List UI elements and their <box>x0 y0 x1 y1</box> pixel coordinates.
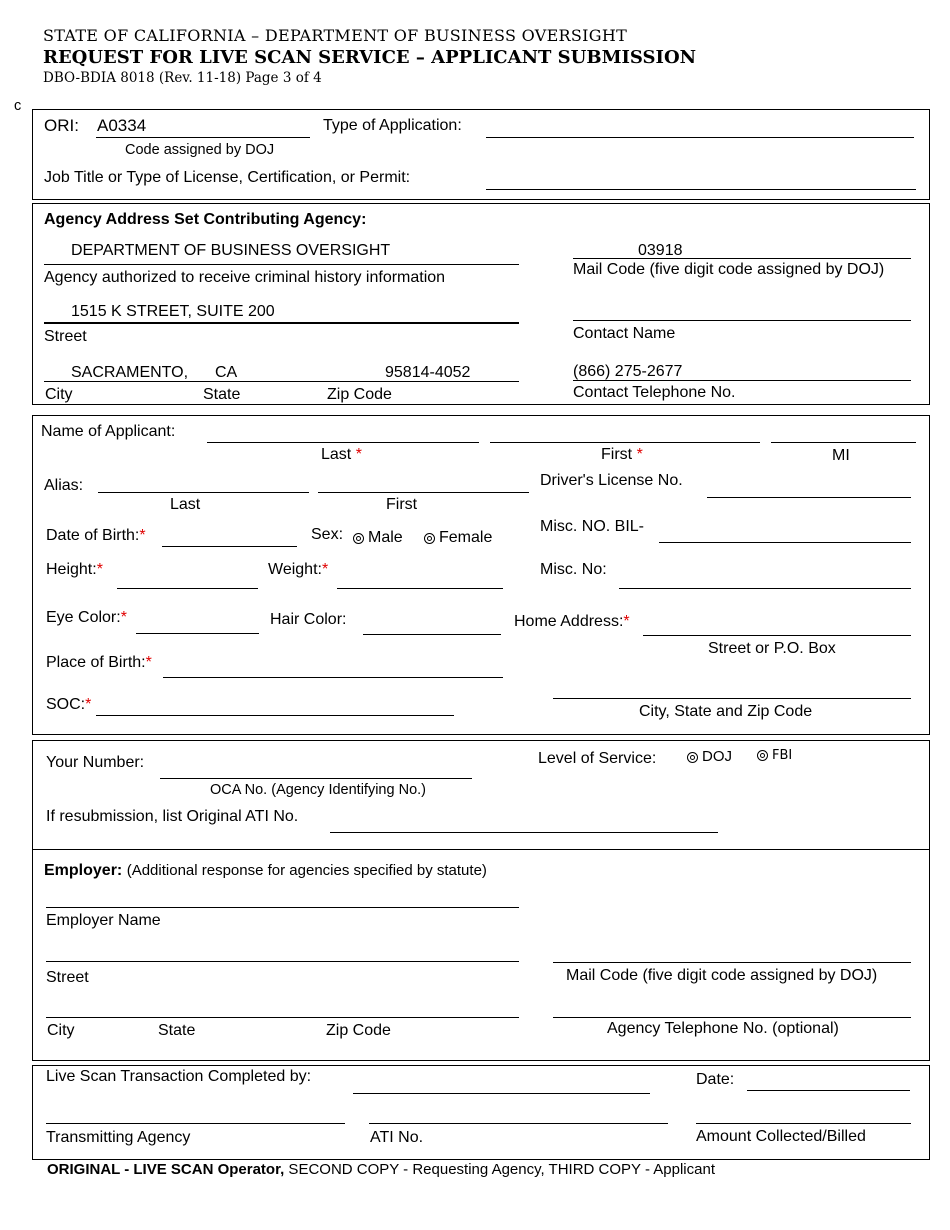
section-service <box>32 740 930 850</box>
male-radio-icon[interactable] <box>353 533 364 544</box>
dob-field[interactable] <box>162 546 297 547</box>
agency-heading: Agency Address Set Contributing Agency: <box>44 211 367 228</box>
employer-name-field[interactable] <box>46 907 519 908</box>
agency-mail-code[interactable]: 03918 <box>638 242 683 259</box>
employer-city-field[interactable] <box>46 1017 519 1018</box>
place-of-birth-field[interactable] <box>163 677 503 678</box>
drivers-license-field[interactable] <box>707 497 911 498</box>
department-header: STATE OF CALIFORNIA – DEPARTMENT OF BUSINESS OVERSIGHT <box>43 26 628 45</box>
type-application-label: Type of Application: <box>323 117 462 134</box>
applicant-last-caption: Last * <box>321 446 362 463</box>
section-applicant <box>32 415 930 735</box>
misc-no-label: Misc. No: <box>540 561 607 578</box>
employer-zip-caption: Zip Code <box>326 1022 391 1039</box>
contact-phone-caption: Contact Telephone No. <box>573 384 736 401</box>
job-title-label: Job Title or Type of License, Certification, or Permit: <box>44 169 411 186</box>
applicant-first-field[interactable] <box>490 442 760 443</box>
misc-bil-label: Misc. NO. BIL- <box>540 518 645 535</box>
employer-name-caption: Employer Name <box>46 912 161 929</box>
agency-city-caption: City <box>45 386 73 403</box>
ori-value[interactable]: A0334 <box>97 116 147 135</box>
employer-city-caption: City <box>47 1022 75 1039</box>
employer-street-field[interactable] <box>46 961 519 962</box>
eye-color-label: Eye Color:* <box>46 609 127 626</box>
height-field[interactable] <box>117 588 258 589</box>
fbi-radio-icon[interactable] <box>757 750 768 761</box>
employer-heading: Employer: (Additional response for agencies specified by statute) <box>44 862 487 879</box>
level-fbi-option[interactable]: FBI <box>757 748 792 763</box>
employer-state-caption: State <box>158 1022 196 1039</box>
agency-name-caption: Agency authorized to receive criminal history information <box>44 269 446 286</box>
agency-street-line <box>44 322 519 324</box>
contact-name-field[interactable] <box>573 320 911 321</box>
weight-label: Weight:* <box>268 561 329 578</box>
transmitting-agency-caption: Transmitting Agency <box>46 1129 191 1146</box>
employer-phone-caption: Agency Telephone No. (optional) <box>607 1020 839 1037</box>
level-of-service-label: Level of Service: <box>538 750 657 767</box>
hair-color-field[interactable] <box>363 634 501 635</box>
contact-name-caption: Contact Name <box>573 325 676 342</box>
applicant-mi-field[interactable] <box>771 442 916 443</box>
agency-zip-caption: Zip Code <box>327 386 392 403</box>
agency-state[interactable]: CA <box>215 364 238 381</box>
agency-street[interactable]: 1515 K STREET, SUITE 200 <box>71 303 275 320</box>
agency-state-caption: State <box>203 386 241 403</box>
ori-line <box>96 137 310 138</box>
misc-no-field[interactable] <box>619 588 911 589</box>
alias-first-field[interactable] <box>318 492 529 493</box>
resubmission-field[interactable] <box>330 832 718 833</box>
home-city-caption: City, State and Zip Code <box>639 703 813 720</box>
copy-distribution-footer: ORIGINAL - LIVE SCAN Operator, SECOND COPY - Requesting Agency, THIRD COPY - Applicant <box>47 1161 715 1178</box>
drivers-license-label: Driver's License No. <box>540 472 683 489</box>
hair-color-label: Hair Color: <box>270 611 347 628</box>
soc-field[interactable] <box>96 715 454 716</box>
job-title-field[interactable] <box>486 189 916 190</box>
ati-no-caption: ATI No. <box>370 1129 424 1146</box>
sex-female-option[interactable]: Female <box>424 529 492 547</box>
applicant-first-caption: First * <box>601 446 643 463</box>
agency-city-line <box>44 381 519 382</box>
contact-phone-line <box>573 380 911 381</box>
agency-street-caption: Street <box>44 328 87 345</box>
alias-first-caption: First <box>386 496 418 513</box>
transaction-date-label: Date: <box>696 1071 735 1088</box>
form-title: REQUEST FOR LIVE SCAN SERVICE – APPLICANT SUBMISSION <box>43 47 697 68</box>
agency-name[interactable]: DEPARTMENT OF BUSINESS OVERSIGHT <box>71 242 391 259</box>
employer-phone-field[interactable] <box>553 1017 911 1018</box>
employer-mail-code-caption: Mail Code (five digit code assigned by DOJ) <box>566 967 878 984</box>
female-radio-icon[interactable] <box>424 533 435 544</box>
form-id: DBO-BDIA 8018 (Rev. 11-18) Page 3 of 4 <box>43 70 322 86</box>
applicant-mi-caption: MI <box>832 447 850 464</box>
resubmission-label: If resubmission, list Original ATI No. <box>46 808 299 825</box>
employer-street-caption: Street <box>46 969 89 986</box>
agency-zip[interactable]: 95814-4052 <box>385 364 471 381</box>
margin-mark: c <box>14 98 22 114</box>
amount-caption: Amount Collected/Billed <box>696 1128 866 1145</box>
transaction-completed-label: Live Scan Transaction Completed by: <box>46 1068 312 1085</box>
ori-caption: Code assigned by DOJ <box>125 142 275 158</box>
place-of-birth-label: Place of Birth:* <box>46 654 152 671</box>
home-address-label: Home Address:* <box>514 613 630 630</box>
agency-name-line <box>44 264 519 265</box>
oca-caption: OCA No. (Agency Identifying No.) <box>210 782 426 798</box>
type-application-field[interactable] <box>486 137 914 138</box>
level-doj-option[interactable]: DOJ <box>687 748 732 765</box>
eye-color-field[interactable] <box>136 633 259 634</box>
ati-no-field[interactable] <box>369 1123 668 1124</box>
soc-label: SOC:* <box>46 696 92 713</box>
applicant-name-label: Name of Applicant: <box>41 423 176 440</box>
transmitting-agency-field[interactable] <box>46 1123 345 1124</box>
agency-mail-code-caption: Mail Code (five digit code assigned by DOJ) <box>573 261 885 278</box>
alias-label: Alias: <box>44 477 84 494</box>
applicant-last-field[interactable] <box>207 442 479 443</box>
alias-last-caption: Last <box>170 496 201 513</box>
home-street-field[interactable] <box>643 635 911 636</box>
home-city-field[interactable] <box>553 698 911 699</box>
amount-field[interactable] <box>696 1123 911 1124</box>
sex-label: Sex: <box>311 526 344 543</box>
contact-phone[interactable]: (866) 275-2677 <box>573 363 683 380</box>
ori-label: ORI: <box>44 116 79 135</box>
transaction-completed-field[interactable] <box>353 1093 650 1094</box>
alias-last-field[interactable] <box>98 492 309 493</box>
agency-city[interactable]: SACRAMENTO, <box>71 364 189 381</box>
your-number-label: Your Number: <box>46 754 145 771</box>
transaction-date-field[interactable] <box>747 1090 910 1091</box>
home-street-caption: Street or P.O. Box <box>708 640 836 657</box>
agency-mail-code-line <box>573 258 911 259</box>
your-number-field[interactable] <box>160 778 472 779</box>
dob-label: Date of Birth:* <box>46 527 146 544</box>
height-label: Height:* <box>46 561 103 578</box>
doj-radio-icon[interactable] <box>687 752 698 763</box>
employer-mail-code-field[interactable] <box>553 962 911 963</box>
misc-bil-field[interactable] <box>659 542 911 543</box>
weight-field[interactable] <box>337 588 503 589</box>
sex-male-option[interactable]: Male <box>353 529 403 547</box>
